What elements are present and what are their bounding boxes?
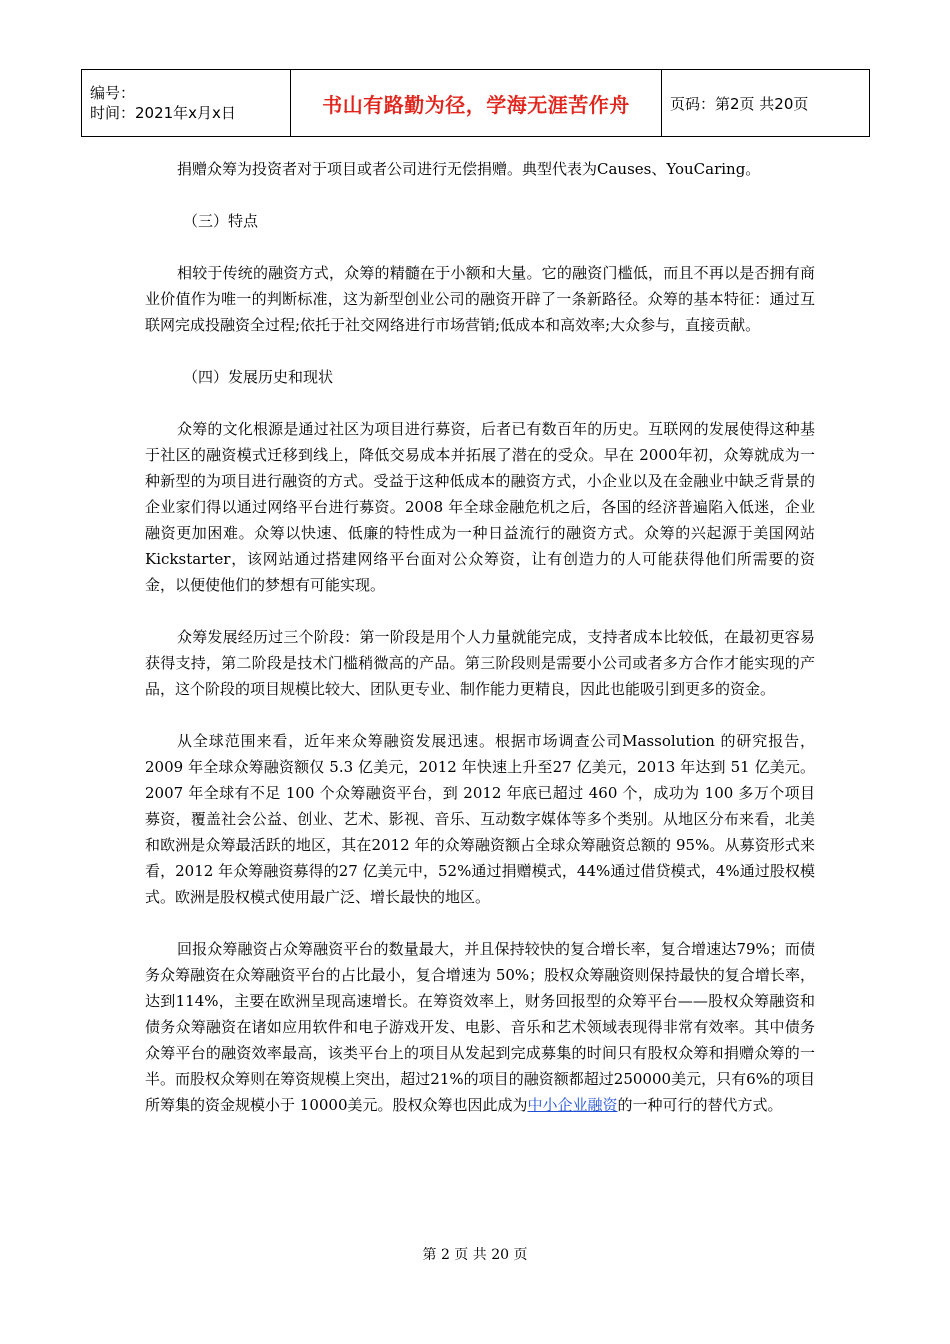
paragraph-history: 众筹的文化根源是通过社区为项目进行募资，后者已有数百年的历史。互联网的发展使得这种基于社区的融资模式迁移到线上，降低交易成本并拓展了潜在的受众。早在 2000年初，众筹就成为一种新型的为项目进行融资的方式。受益于这种低成本的融资方式，小企业以及在金融业中缺乏背景的企业家们得以通过网络平台进行募资。2008 年全球金融危机之后，各国的经济普遍陷入低迷，企业融资更加困难。众筹以快速、低廉的特性成为一种日益流行的融资方式。众筹的兴起源于美国网站Kickstarter，该网站通过搭建网络平台面对公众筹资，让有创造力的人可能获得他们所需要的资金，以便使他们的梦想有可能实现。 bbox=[145, 420, 815, 594]
paragraph-text: 回报众筹融资占众筹融资平台的数量最大，并且保持较快的复合增长率，复合增速达79%；而债务众筹融资在众筹融资平台的占比最小，复合增速为 50%；股权众筹融资则保持最快的复合增长率，达到114%，主要在欧洲呈现高速增长。在筹资效率上，财务回报型的众筹平台——股权众筹融资和债务众筹融资在诸如应用软件和电子游戏开发、电影、音乐和艺术领域表现得非常有效率。其中债务众筹平台的融资效率最高，该类平台上的项目从发起到完成募集的时间只有股权众筹和捐赠众筹的一半。而股权众筹则在筹资规模上突出，超过21%的项目的融资额都超过250000美元，只有6%的项目所筹集的资金规模小于 10000美元。股权众筹也因此成为 bbox=[145, 940, 815, 1114]
section-heading-features: （三）特点 bbox=[183, 212, 259, 230]
sme-financing-link[interactable]: 中小企业融资 bbox=[527, 1096, 618, 1114]
document-body bbox=[145, 156, 815, 1144]
document-date-label: 时间：2021年x月x日 bbox=[90, 104, 236, 122]
page-header-table bbox=[81, 69, 870, 137]
document-number-label: 编号： bbox=[90, 84, 136, 102]
paragraph-global-status: 从全球范围来看，近年来众筹融资发展迅速。根据市场调查公司Massolution 的研究报告，2009 年全球众筹融资额仅 5.3 亿美元，2012 年快速上升至27 亿美元，2013 年达到 51 亿美元。2007 年全球有不足 100 个众筹融资平台，到 2012 年底已超过 460 个，成功为 100 多万个项目募资，覆盖社会公益、创业、艺术、影视、音乐、互动数字媒体等多个类别。从地区分布来看，北美和欧洲是众筹最活跃的地区，其在2012 年的众筹融资额占全球众筹融资总额的 95%。从募资形式来看，2012 年众筹融资募得的27 亿美元中，52%通过捐赠模式，44%通过借贷模式，4%通过股权模式。欧洲是股权模式使用最广泛、增长最快的地区。 bbox=[145, 732, 815, 906]
paragraph-donation-crowdfunding: 捐赠众筹为投资者对于项目或者公司进行无偿捐赠。典型代表为Causes、YouCaring。 bbox=[177, 160, 761, 178]
section-heading-history: （四）发展历史和现状 bbox=[183, 368, 334, 386]
header-page-info: 页码：第2页 共20页 bbox=[662, 70, 870, 137]
page-footer: 第 2 页 共 20 页 bbox=[422, 1247, 528, 1263]
paragraph-text-tail: 的一种可行的替代方式。 bbox=[617, 1096, 783, 1114]
header-motto: 书山有路勤为径，学海无涯苦作舟 bbox=[291, 70, 662, 137]
paragraph-features: 相较于传统的融资方式，众筹的精髓在于小额和大量。它的融资门槛低，而且不再以是否拥有商业价值作为唯一的判断标准，这为新型创业公司的融资开辟了一条新路径。众筹的基本特征：通过互联网完成投融资全过程;依托于社交网络进行市场营销;低成本和高效率;大众参与，直接贡献。 bbox=[145, 264, 815, 334]
paragraph-three-stages: 众筹发展经历过三个阶段：第一阶段是用个人力量就能完成，支持者成本比较低，在最初更容易获得支持，第二阶段是技术门槛稍微高的产品。第三阶段则是需要小公司或者多方合作才能实现的产品，这个阶段的项目规模比较大、团队更专业、制作能力更精良，因此也能吸引到更多的资金。 bbox=[145, 628, 815, 698]
header-meta-cell bbox=[82, 70, 291, 137]
paragraph-return-crowdfunding bbox=[145, 936, 815, 1118]
